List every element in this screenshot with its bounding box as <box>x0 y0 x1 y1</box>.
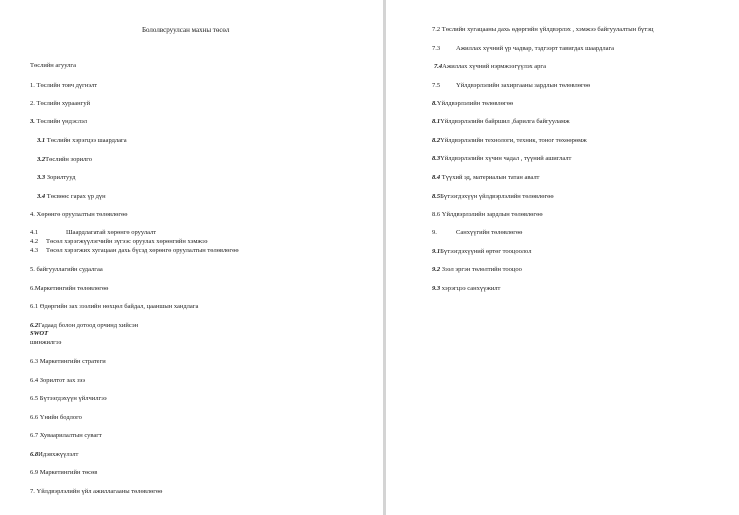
toc-item-3-1-number: 3.1 <box>37 137 46 144</box>
toc-item-4-3-number: 4.3 <box>30 247 39 254</box>
toc-item-6-7: 6.7 Хуваарилалтын сувагт <box>30 432 102 439</box>
document-page-right <box>386 0 739 515</box>
toc-item-7-3 <box>432 45 614 53</box>
toc-item-7-4 <box>434 63 546 71</box>
toc-item-6-1: 6.1 Өдөргийн зах зээлийн нөхцөл байдал, цааншын хандлага <box>30 303 199 310</box>
toc-item-8 <box>432 100 513 108</box>
toc-item-4-1 <box>30 229 156 237</box>
toc-item-3-3-number: 3.3 <box>37 174 46 181</box>
toc-item-9-1 <box>432 248 531 256</box>
toc-item-8-1 <box>432 118 570 126</box>
toc-item-6-3: 6.3 Маркетингийн стратеги <box>30 358 106 365</box>
toc-item-4-3 <box>30 247 239 255</box>
toc-item-4-2-number: 4.2 <box>30 238 39 245</box>
toc-item-8-1-number: 8.1 <box>432 118 441 125</box>
toc-item-8-2-text: Үйлдвэрлэлийн технологи, техник, тоног төхөөрөмж <box>440 137 587 144</box>
toc-item-3-2-number: 3.2 <box>37 156 46 163</box>
toc-item-7-3-text: Ажиллах хүчний үр чадвар, тэдгээрт тавигдах шаардлага <box>456 45 615 52</box>
toc-item-3-3-text: Зорилтууд <box>46 174 76 181</box>
toc-item-3-text: Төслийн үндэслэл <box>36 118 87 125</box>
toc-item-8-1-text: Үйлдвэрлэлийн байршил ,барилга байгууламж <box>440 118 570 125</box>
toc-item-8-3 <box>432 155 571 163</box>
toc-item-9-text: Санхүүгийн төлөвлөгөө <box>456 229 523 236</box>
toc-item-9-1-text: Бүтээгдэхүүний өртөг тооцоолол <box>440 248 532 255</box>
toc-item-8-4-text: Түүхий эд, материалын татан авалт <box>441 174 540 181</box>
toc-item-6-8-text: Идэвхжүүлэлт <box>38 451 79 458</box>
toc-item-8-4 <box>432 174 539 182</box>
toc-item-9-1-number: 9.1 <box>432 248 441 255</box>
toc-item-4-3-text: Төсөл хэрэгжих хугацаан дахь бүсэд хөрөнгө оруулалтын төлөвлөгөө <box>46 247 239 254</box>
toc-item-4-2-text: Төсөл хэрэгжүүлэгчийн зүгээс оруулах хөрөнгийн хэмжээ <box>46 238 208 245</box>
toc-item-7-4-number: 7.4 <box>434 63 443 70</box>
toc-item-8-3-text: Үйлдвэрлэлийн хүчин чадал , түүний ашиглалт <box>440 155 572 162</box>
toc-item-9-3-number: 9.3 <box>432 285 441 292</box>
toc-item-6-9: 6.9 Маркетингийн төсөв <box>30 469 98 476</box>
toc-item-9-3 <box>432 285 500 293</box>
toc-item-6-2-text: Гадаад болон дотоод орчинд хийсэн <box>38 322 139 329</box>
toc-item-6-4: 6.4 Зорилтот зах зээ <box>30 377 86 384</box>
toc-item-1: 1. Төслийн товч дүгнэлт <box>30 82 98 89</box>
toc-item-6-6: 6.6 Үнийн бодлого <box>30 414 82 421</box>
toc-item-7-4-text: Ажиллах хүчний нэрмжээгүүлэх арга <box>442 63 546 70</box>
toc-item-6-2-tail: шинжилгээ <box>30 339 62 346</box>
toc-item-7-5-text: Үйлдвэрлэлийн захиргааны зардлын төлөвлөгөө <box>456 82 591 89</box>
toc-item-9-3-text: хэрэгцээ санхүүжилт <box>441 285 501 292</box>
toc-item-8-4-number: 8.4 <box>432 174 441 181</box>
toc-item-7: 7. Үйлдвэрлэлийн үйл ажиллагааны төлөвлөгөө <box>30 488 163 495</box>
toc-item-6-2 <box>30 322 138 330</box>
toc-item-6: 6.Маркетингийн төлөвлөгөө <box>30 285 109 292</box>
toc-item-3-2-text: Төслийн зорилго <box>45 156 93 163</box>
toc-item-3 <box>30 118 87 126</box>
toc-item-3-4 <box>37 193 106 201</box>
toc-item-7-5-number: 7.5 <box>432 82 441 89</box>
toc-item-9-2-number: 9.2 <box>432 266 441 273</box>
toc-item-7-5 <box>432 82 590 90</box>
toc-item-6-8-number: 6.8 <box>30 451 39 458</box>
toc-item-4: 4. Хөрөнгө оруулалтын төлөвлөгөө <box>30 211 128 218</box>
toc-item-3-number: 3. <box>30 118 35 125</box>
toc-item-2: 2. Төслийн хураангуй <box>30 100 91 107</box>
document-title: Бололвсруулсан махны төсөл <box>142 26 230 34</box>
toc-item-8-number: 8. <box>432 100 437 107</box>
toc-item-9-number: 9. <box>432 229 437 236</box>
toc-item-6-8 <box>30 451 78 459</box>
toc-item-8-2 <box>432 137 587 145</box>
toc-item-3-2 <box>37 156 92 164</box>
toc-item-6-5: 6.5 Бүтээгдэхүүн үйлчилгээ <box>30 395 107 402</box>
toc-item-6-2-number: 6.2 <box>30 322 39 329</box>
toc-item-6-2-swot <box>30 330 48 338</box>
toc-item-9-2 <box>432 266 522 274</box>
toc-item-8-2-number: 8.2 <box>432 137 441 144</box>
toc-item-8-5-number: 8.5 <box>432 193 441 200</box>
toc-heading: Төслийн агуулга <box>30 62 76 69</box>
toc-item-3-1 <box>37 137 127 145</box>
toc-item-3-4-number: 3.4 <box>37 193 46 200</box>
toc-item-9-2-text: Зээл эргэн төлөлтийн тооцоо <box>441 266 522 273</box>
toc-item-7-3-number: 7.3 <box>432 45 441 52</box>
toc-item-9 <box>432 229 522 237</box>
toc-item-3-3 <box>37 174 75 182</box>
toc-item-4-1-text: Шаардлагатай хөрөнгө оруулалт <box>66 229 157 236</box>
toc-item-7-2: 7.2 Төслийн хугацааны дахь өдөргийн үйлдвэрлэх , хэмжээ байгуулалтын бүтэц <box>432 26 654 33</box>
toc-item-8-text: Үйлдвэрлэлийн төлөвлөгөө <box>436 100 514 107</box>
toc-item-8-3-number: 8.3 <box>432 155 441 162</box>
toc-item-3-1-text: Төслийн хэрэгцээ шаардлага <box>46 137 127 144</box>
toc-item-3-4-text: Төсвөөс гарах үр дүн <box>46 193 106 200</box>
toc-item-4-1-number: 4.1 <box>30 229 39 236</box>
toc-item-8-5 <box>432 193 554 201</box>
toc-item-5: 5. байгууллагийн судалгаа <box>30 266 103 273</box>
toc-item-8-5-text: Бүтээгдэхүүн үйлдвэрлэлийн төлөвлөгөө <box>440 193 554 200</box>
toc-item-4-2 <box>30 238 208 246</box>
toc-item-8-6: 8.6 Үйлдвэрлэлийн зардлын төлөвлөгөө <box>432 211 543 218</box>
swot-label: SWOT <box>30 330 49 337</box>
